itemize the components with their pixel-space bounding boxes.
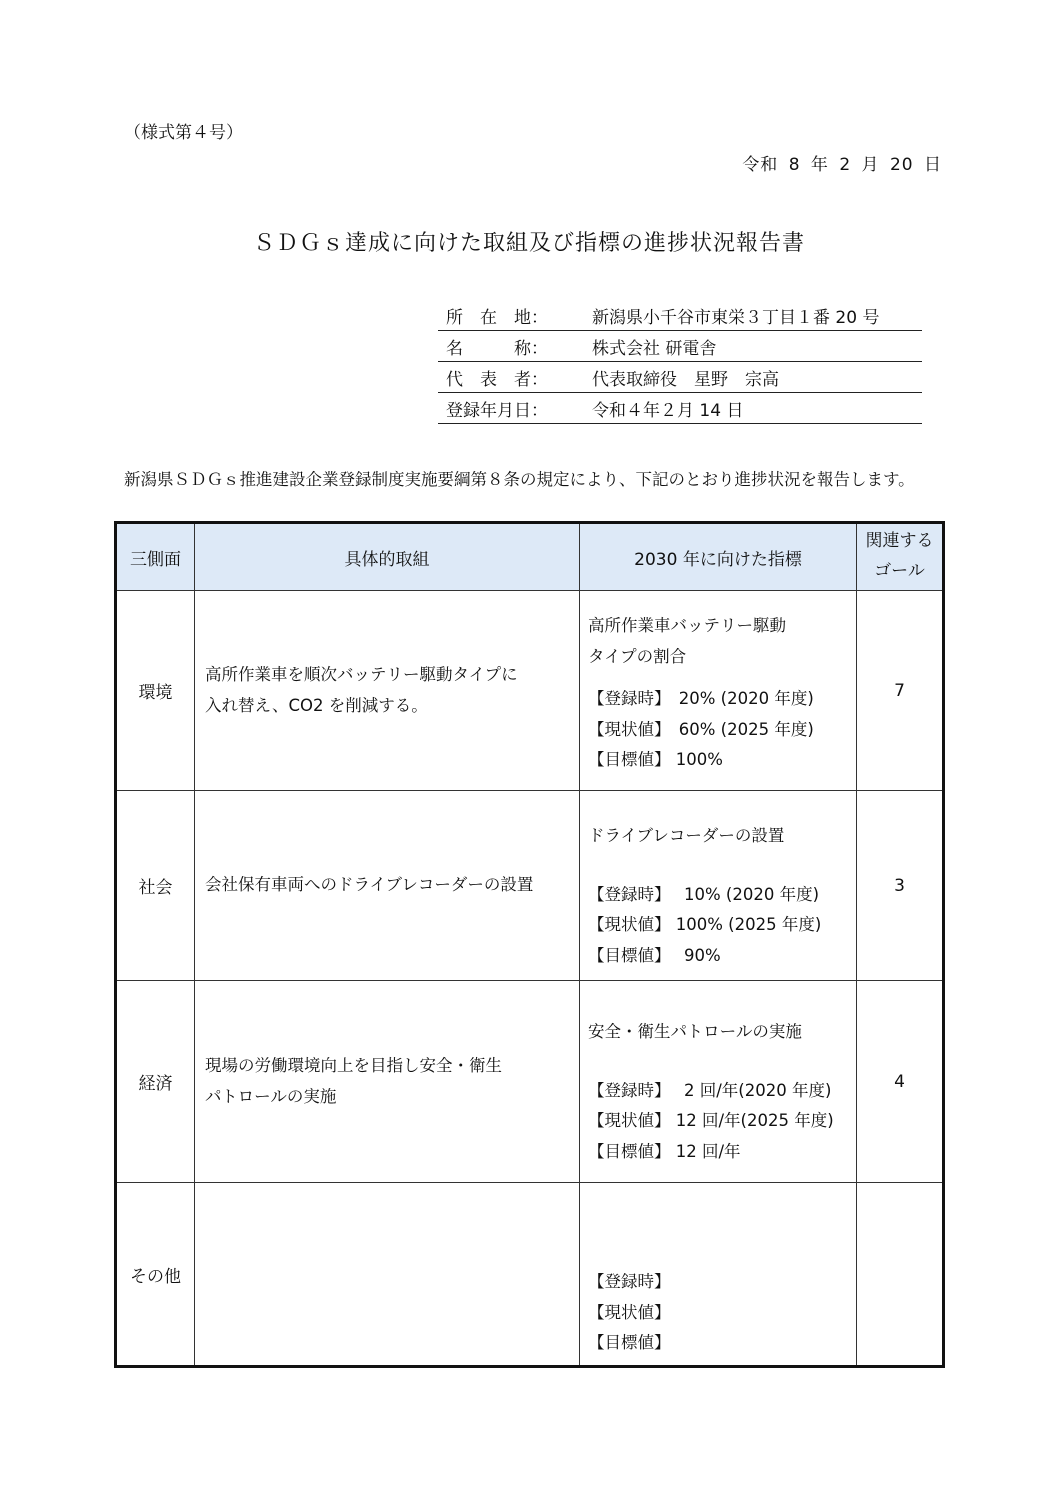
table-row [116,981,944,1183]
header-goal [857,523,944,591]
goal-cell: 3 [857,791,944,981]
info-row-registration-date [438,393,922,424]
company-info-table [438,300,922,424]
address-value: 新潟県小千谷市東栄３丁目１番 20 号 [584,300,922,331]
indicator-cell [580,591,857,791]
form-number: （様式第４号） [124,123,243,143]
side-cell: 社会 [116,791,195,981]
indicator-registered: 【登録時】 20% (2020 年度) [588,689,814,709]
header-goal-line2: ゴール [874,561,925,581]
side-cell: 環境 [116,591,195,791]
statement-text: 新潟県ＳＤＧｓ推進建設企業登録制度実施要綱第８条の規定により、下記のとおり進捗状況を報告します。 [124,470,915,489]
page-title: ＳＤＧｓ達成に向けた取組及び指標の進捗状況報告書 [252,231,805,256]
indicator-name: 高所作業車バッテリー駆動 タイプの割合 [588,616,786,666]
representative-value: 代表取締役 星野 宗高 [584,362,922,393]
action-cell: 現場の労働環境向上を目指し安全・衛生 パトロールの実施 [195,981,580,1183]
info-row-address [438,300,922,331]
side-cell: その他 [116,1183,195,1367]
indicator-current: 【現状値】 12 回/年(2025 年度) [588,1111,834,1131]
header-action: 具体的取組 [195,523,580,591]
indicator-target: 【目標値】 100% [588,750,723,770]
registration-date-value: 令和４年２月 14 日 [584,393,922,424]
indicator-current: 【現状値】 [588,1302,671,1322]
info-row-representative [438,362,922,393]
table-row [116,791,944,981]
goal-cell [857,1183,944,1367]
indicator-cell [580,981,857,1183]
header-side: 三側面 [116,523,195,591]
table-header-row [116,523,944,591]
header-goal-line1: 関連する [865,531,934,552]
action-cell: 会社保有車両へのドライブレコーダーの設置 [195,791,580,981]
indicator-registered: 【登録時】 2 回/年(2020 年度) [588,1080,832,1100]
indicator-target: 【目標値】 [588,1333,671,1353]
table-row [116,591,944,791]
indicator-cell [580,791,857,981]
indicator-current: 【現状値】 100% (2025 年度) [588,915,822,935]
action-cell [195,1183,580,1367]
report-date: 令和 8 年 2 月 20 日 [742,155,942,175]
goal-cell: 7 [857,591,944,791]
name-value: 株式会社 研電舎 [584,331,922,362]
indicator-registered: 【登録時】 [588,1272,671,1291]
indicator-target: 【目標値】 90% [588,945,721,965]
indicator-cell [580,1183,857,1367]
side-cell: 経済 [116,981,195,1183]
indicator-registered: 【登録時】 10% (2020 年度) [588,884,820,904]
indicator-name: ドライブレコーダーの設置 [588,826,785,845]
goal-cell: 4 [857,981,944,1183]
table-row [116,1183,944,1367]
progress-table [114,521,945,1368]
indicator-name: 安全・衛生パトロールの実施 [588,1022,802,1041]
indicator-current: 【現状値】 60% (2025 年度) [588,719,814,739]
header-indicator: 2030 年に向けた指標 [580,523,857,591]
info-row-name [438,331,922,362]
address-label: 所 在 地： [438,300,584,331]
representative-label: 代 表 者： [438,362,584,393]
indicator-target: 【目標値】 12 回/年 [588,1141,741,1161]
action-cell: 高所作業車を順次バッテリー駆動タイプに 入れ替え、CO2 を削減する。 [195,591,580,791]
registration-date-label: 登録年月日： [438,393,584,424]
name-label: 名 称： [438,331,584,362]
